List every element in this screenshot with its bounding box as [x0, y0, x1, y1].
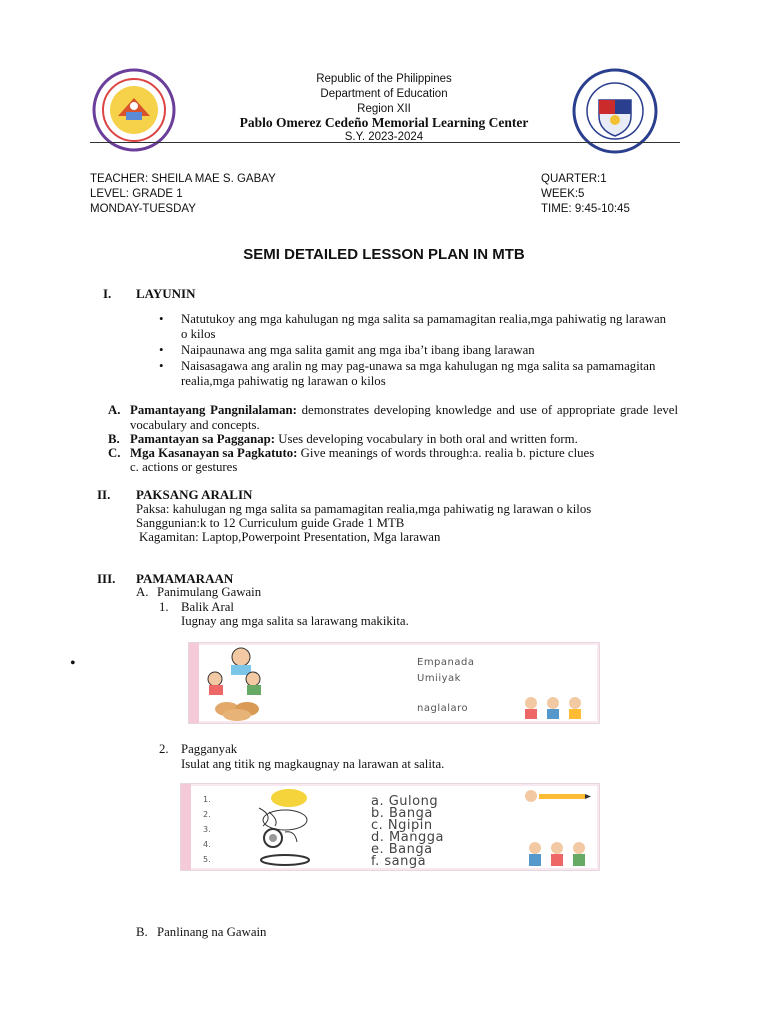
days-label: MONDAY-TUESDAY [90, 203, 196, 215]
header-region: Region XII [357, 103, 411, 115]
paksa: Paksa: kahulugan ng mga salita sa pamamagitan realia,mga pahiwatig ng larawan o kilos [136, 502, 592, 516]
part-b-title: Panlinang na Gawain [157, 925, 267, 939]
motivation-number-1: 1. [203, 795, 211, 804]
step-2-title: Pagganyak [181, 742, 238, 756]
header-divider [90, 142, 680, 143]
kids-decoration-icon [519, 695, 589, 721]
page-title: SEMI DETAILED LESSON PLAN IN MTB [243, 246, 525, 263]
standard-b-title: Pamantayan sa Pagganap: [130, 432, 276, 446]
header-school-year: S.Y. 2023-2024 [344, 131, 424, 143]
motivation-number-5: 5. [203, 855, 211, 864]
standard-a-title: Pamantayang Pangnilalaman: [130, 403, 297, 417]
motivation-numbers [203, 792, 211, 867]
objective-3: • Naisasagawa ang aralin ng may pag-unawa sa mga kahulugan ng mga salita sa pamamagitan realia,mga pahiwatig ng larawan o kilos [181, 359, 671, 389]
kagamitan: Kagamitan: Laptop,Powerpoint Presentation, Mga larawan [139, 530, 441, 544]
standard-b [130, 432, 678, 447]
motivation-number-3: 3. [203, 825, 211, 834]
motivation-number-2: 2. [203, 810, 211, 819]
choice-d: d. Mangga [371, 830, 444, 845]
objective-1: • Natutukoy ang mga kahulugan ng mga salita sa pamamagitan realia,mga pahiwatig ng larawan o kilos [181, 312, 671, 342]
step-1-instruction: Iugnay ang mga salita sa larawang makikita. [181, 614, 409, 628]
standard-c-text: Give meanings of words through:a. realia b. picture clues [300, 446, 595, 460]
choice-a: a. Gulong [371, 794, 439, 809]
motivation-image-border [181, 784, 191, 870]
review-image-border [189, 643, 199, 723]
step-2-instruction: Isulat ang titik ng magkaugnay na larawan at salita. [181, 757, 445, 771]
section-2-heading: PAKSANG ARALIN [136, 487, 253, 502]
header-republic: Republic of the Philippines [316, 73, 452, 85]
motivation-number-4: 4. [203, 840, 211, 849]
review-word-1: Empanada [417, 657, 475, 668]
choices-list [371, 796, 444, 868]
level-label: LEVEL: GRADE 1 [90, 188, 183, 200]
step-1-number: 1. [159, 600, 169, 614]
time-label: TIME: 9:45-10:45 [541, 203, 630, 215]
pencil-decoration-icon [521, 788, 593, 808]
standard-c-label: C. [108, 446, 121, 460]
section-3-heading: PAMAMARAAN [136, 571, 234, 586]
standard-c [130, 446, 690, 461]
choice-f: f. sanga [371, 854, 427, 869]
week-label: WEEK:5 [541, 188, 585, 200]
review-word-3: naglalaro [417, 703, 469, 714]
motivation-activity-image [180, 783, 600, 871]
standard-a [130, 403, 678, 433]
part-a-title: Panimulang Gawain [157, 585, 262, 599]
children-picture-icon [201, 645, 271, 721]
review-word-2: Umiiyak [417, 673, 461, 684]
standard-a-label: A. [108, 403, 121, 417]
section-1-heading: LAYUNIN [136, 286, 196, 301]
choice-e: e. Banga [371, 842, 433, 857]
teacher-label: TEACHER: SHEILA MAE S. GABAY [90, 173, 276, 185]
standard-a-text: demonstrates developing knowledge and use of appropriate grade level vocabulary and concepts. [130, 403, 679, 432]
review-activity-image [188, 642, 600, 724]
quarter-label: QUARTER:1 [541, 173, 607, 185]
standard-b-label: B. [108, 432, 120, 446]
header-department: Department of Education [320, 88, 448, 100]
kids-decoration-icon-2 [523, 840, 595, 868]
part-a-label: A. [136, 585, 149, 599]
standard-b-text: Uses developing vocabulary in both oral and written form. [278, 432, 578, 446]
section-1-number: I. [103, 286, 112, 301]
header-school-name: Pablo Omerez Cedeño Memorial Learning Center [239, 115, 529, 130]
stray-bullet: • [70, 655, 76, 672]
step-2-number: 2. [159, 742, 169, 756]
standard-c-text-2: c. actions or gestures [130, 460, 238, 474]
sanggunian: Sanggunian:k to 12 Curriculum guide Grade 1 MTB [136, 516, 405, 530]
section-3-number: III. [97, 571, 116, 586]
objective-2: • Naipaunawa ang mga salita gamit ang mga iba’t ibang ibang larawan [181, 343, 671, 358]
choice-c: c. Ngipin [371, 818, 433, 833]
section-2-number: II. [97, 487, 111, 502]
standard-c-title: Mga Kasanayan sa Pagkatuto: [130, 446, 298, 460]
choice-b: b. Banga [371, 806, 433, 821]
step-1-title: Balik Aral [181, 600, 234, 614]
picture-items-icon [245, 786, 325, 868]
part-b-label: B. [136, 925, 148, 939]
